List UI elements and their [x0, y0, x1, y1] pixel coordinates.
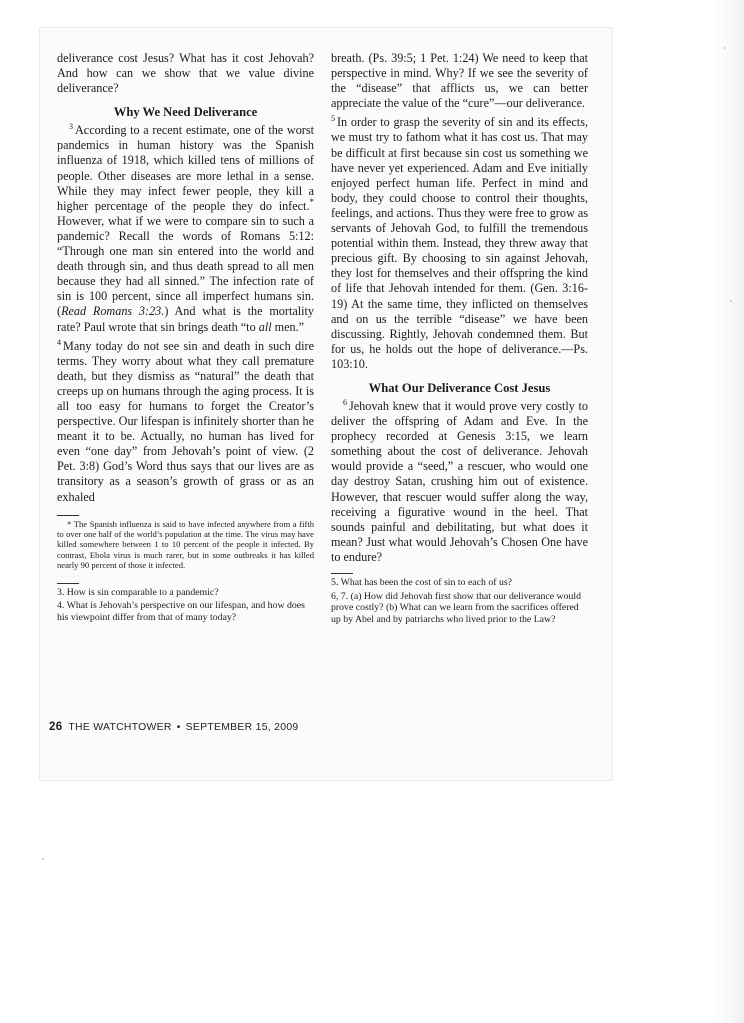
- section-heading-cost-jesus: What Our Deliverance Cost Jesus: [368, 380, 551, 395]
- paragraph-number: 6: [343, 397, 347, 407]
- paragraph-number: 4: [57, 337, 61, 347]
- paragraph-text: In order to grasp the severity of sin and its effects, we must try to fathom what it has cost us. That may be difficult at first because sin cost us something we have never yet experienced. Adam and Eve initially enjoyed perfect human life. Perfect in mind and body, they could choose to control their thoughts, feelings, and actions. Thus they were free to grow as servants of Jehovah God, to fulfill the tremendous potential within them. Instead, they threw away that precious gift. By choosing to sin against Jehovah, they lost for themselves and their offspring the kind of life that Jehovah intended for them. (Gen. 3:16-19) At the same time, they inflicted on themselves and on us the terrible “disease” we have been discussing. Rightly, Jehovah condemned them. But for us, he holds out the hope of deliverance.—Ps. 103:10.: [331, 115, 588, 371]
- paragraph-text: According to a recent estimate, one of the worst pandemics in human history was the Spanish influenza of 1918, which killed tens of millions of people. Other diseases are more lethal in a sense. While they may infect fewer people, they kill a higher percentage of the people they do infect.: [57, 123, 314, 213]
- footer-separator: •: [176, 722, 181, 733]
- continued-paragraph: breath. (Ps. 39:5; 1 Pet. 1:24) We need to keep that perspective in mind. Why? If we see the severity of the “disease” that afflicts us, we can better appreciate the value of the “cure”—our deliverance.: [331, 51, 588, 111]
- paragraph-6: [331, 399, 588, 565]
- paragraph-text: men.”: [271, 319, 305, 334]
- scan-speck: [730, 300, 732, 302]
- intro-paragraph: deliverance cost Jesus? What has it cost Jehovah? And how can we show that we value divine deliverance?: [57, 51, 314, 96]
- page-footer: [49, 721, 298, 733]
- paragraph-text: However, what if we were to compare sin to such a pandemic? Recall the words of Romans 5:12: “Through one man sin entered into the world and death through sin, and thus death spread to all men because they had all sinned.” The infection rate of sin is 100 percent, since all imperfect humans sin. (: [57, 213, 314, 319]
- paragraph-4: [57, 339, 314, 505]
- study-question-3: 3. How is sin comparable to a pandemic?: [57, 586, 219, 598]
- left-column: [57, 51, 314, 623]
- right-column: [331, 51, 588, 625]
- paragraph-text: ) And what is the mortality rate? Paul wrote that sin brings death “to: [57, 304, 314, 334]
- footnote-marker: *: [309, 196, 314, 207]
- read-scripture-reference: Read Romans 3:23.: [61, 304, 165, 319]
- scan-speck: [42, 858, 44, 860]
- paragraph-text: Many today do not see sin and death in such dire terms. They worry about what they call premature death, but they dismiss as “natural” the death that creeps up on humans through the aging process. It is all too easy for humans to forget the Creator’s perspective. Our lifespan is infinitely shorter than he meant it to be. Actually, no human has lived for even “one day” from Jehovah’s point of view. (2 Pet. 3:8) God’s Word thus says that our lives are as transitory as a season’s growth of grass or as an exhaled: [57, 338, 314, 504]
- study-question-6-7: 6, 7. (a) How did Jehovah first show that our deliverance would prove costly? (b) What can we learn from the sacrifices offered up by Abel and by patriarchs who lived prior to the Law?: [331, 590, 582, 625]
- study-question-4: 4. What is Jehovah’s perspective on our lifespan, and how does his viewpoint differ from that of many today?: [57, 600, 305, 623]
- study-question-5: 5. What has been the cost of sin to each of us?: [331, 577, 513, 588]
- page-number: 26: [49, 721, 63, 733]
- questions-rule: [57, 583, 79, 584]
- publication-name: THE WATCHTOWER: [68, 722, 172, 733]
- emphasis-all: all: [258, 319, 272, 334]
- paragraph-5: [331, 115, 588, 372]
- paragraph-3: [57, 123, 314, 334]
- footnote: * The Spanish influenza is said to have infected anywhere from a fifth to over one half of the world’s population at the time. The virus may have killed somewhere between 1 to 10 percent of the people it infected. By contrast, Ebola virus is much rarer, but in some outbreaks it has killed nearly 90 percent of those it infected.: [57, 518, 314, 571]
- scan-speck: [724, 47, 726, 49]
- section-heading-need-deliverance: Why We Need Deliverance: [113, 105, 258, 120]
- questions-rule: [331, 573, 353, 574]
- footnote-rule: [57, 515, 79, 516]
- paragraph-number: 5: [331, 114, 335, 124]
- paragraph-text: Jehovah knew that it would prove very costly to deliver the offspring of Adam and Eve. In the prophecy recorded at Genesis 3:15, we learn something about the cost of deliverance. Jehovah would provide a “seed,” a rescuer, who would one day destroy Satan, crushing him out of existence. However, that rescuer would suffer along the way, receiving a figurative wound in the heel. That sounds painful and debilitating, but what does it mean? Just what would Jehovah’s Chosen One have to endure?: [331, 398, 588, 564]
- issue-date: SEPTEMBER 15, 2009: [185, 722, 299, 733]
- paragraph-number: 3: [69, 122, 73, 132]
